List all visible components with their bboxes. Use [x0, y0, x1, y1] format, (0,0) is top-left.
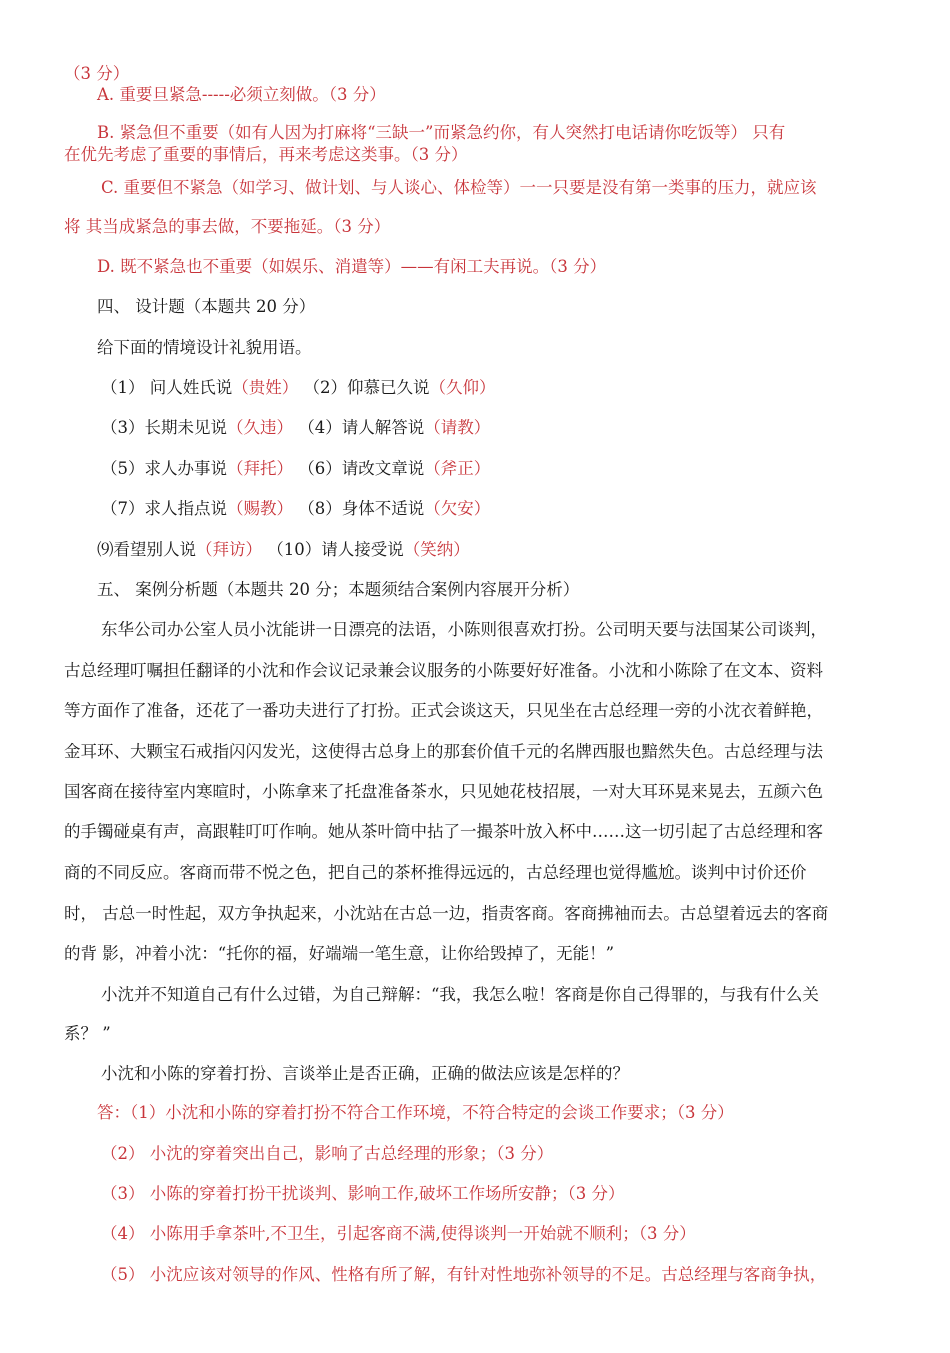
design-prompt: 给下面的情境设计礼貌用语。	[97, 338, 312, 357]
phrase-row	[101, 377, 950, 399]
case-paragraph-line: 东华公司办公室人员小沈能讲一日漂亮的法语，小陈则很喜欢打扮。公司明天要与法国某公司谈判，	[101, 620, 827, 639]
phrase-question: （10）请人接受说	[267, 540, 404, 559]
phrase-answer: （笑纳）	[403, 540, 470, 559]
phrase-answer: （久违）	[227, 418, 293, 437]
phrase-question: （2）仰慕已久说	[303, 378, 430, 397]
phrase-answer: （贵姓）	[232, 378, 299, 397]
answer-line: （5） 小沈应该对领导的作风、性格有所了解，有针对性地弥补领导的不足。古总经理与客商争执，	[101, 1265, 827, 1284]
phrase-question: （7）求人指点说	[101, 499, 227, 518]
phrase-answer: （久仰）	[429, 378, 496, 397]
option-b-line1: B. 紧急但不重要（如有人因为打麻将“三缺一”而紧急约你，有人突然打电话请你吃饭等） 只有	[97, 123, 786, 142]
answer-line: （3） 小陈的穿着打扮干扰谈判、影响工作,破坏工作场所安静；（3 分）	[101, 1184, 625, 1203]
phrase-row	[101, 458, 950, 480]
phrase-answer: （赐教）	[227, 499, 293, 518]
phrase-answer: （拜托）	[227, 459, 293, 478]
option-d: D. 既不紧急也不重要（如娱乐、消遣等）——有闲工夫再说。（3 分）	[97, 257, 607, 276]
option-c-line2: 将 其当成紧急的事去做，不要拖延。（3 分）	[64, 217, 391, 236]
case-paragraph-line: 商的不同反应。客商而带不悦之色，把自己的茶杯推得远远的，古总经理也觉得尴尬。谈判中讨价还价	[64, 863, 807, 882]
section-heading-design: 四、 设计题（本题共 20 分）	[97, 297, 316, 316]
phrase-answer: （斧正）	[424, 459, 491, 478]
answer-line: （2） 小沈的穿着突出自己，影响了古总经理的形象；（3 分）	[101, 1144, 554, 1163]
phrase-row	[101, 417, 950, 439]
phrase-answer: （拜访）	[196, 540, 262, 559]
phrase-question: （5）求人办事说	[101, 459, 227, 478]
phrase-question: ⑼看望别人说	[97, 540, 196, 559]
section-heading-case: 五、 案例分析题（本题共 20 分；本题须结合案例内容展开分析）	[97, 580, 580, 599]
case-paragraph-line: 国客商在接待室内寒暄时，小陈拿来了托盘准备茶水，只见她花枝招展，一对大耳环晃来晃去，五颜六色	[64, 782, 823, 801]
case-paragraph-line: 的背 影，冲着小沈：“托你的福，好端端一笔生意，让你给毁掉了，无能！”	[64, 944, 615, 963]
option-b-line2: 在优先考虑了重要的事情后，再来考虑这类事。（3 分）	[64, 145, 468, 164]
case-paragraph-line: 金耳环、大颗宝石戒指闪闪发光，这使得古总身上的那套价值千元的名牌西服也黯然失色。古总经理与法	[64, 742, 823, 761]
option-c-line1: C. 重要但不紧急（如学习、做计划、与人谈心、体检等）一一只要是没有第一类事的压力，就应该	[101, 178, 817, 197]
score-note: （3 分）	[64, 64, 130, 83]
phrase-question: （6）请改文章说	[298, 459, 425, 478]
reply-line: 系？ ”	[64, 1024, 111, 1043]
case-paragraph-line: 古总经理叮嘱担任翻译的小沈和作会议记录兼会议服务的小陈要好好准备。小沈和小陈除了在文本、资料	[64, 661, 823, 680]
phrase-question: （1） 问人姓氏说	[101, 378, 233, 397]
reply-line: 小沈并不知道自己有什么过错，为自己辩解：“我，我怎么啦！客商是你自己得罪的，与我有什么关	[101, 985, 819, 1004]
answer-line: 答：（1）小沈和小陈的穿着打扮不符合工作环境，不符合特定的会谈工作要求；（3 分）	[97, 1103, 734, 1122]
case-paragraph-line: 时， 古总一时性起，双方争执起来，小沈站在古总一边，指责客商。客商拂袖而去。古总望着远去的客商	[64, 904, 829, 923]
case-paragraph-line: 的手镯碰桌有声，高跟鞋叮叮作响。她从茶叶筒中拈了一撮茶叶放入杯中……这一切引起了古总经理和客	[64, 822, 823, 841]
answer-line: （4） 小陈用手拿茶叶,不卫生，引起客商不满,使得谈判一开始就不顺利；（3 分）	[101, 1224, 696, 1243]
phrase-answer: （欠安）	[424, 499, 491, 518]
case-paragraph-line: 等方面作了准备，还花了一番功夫进行了打扮。正式会谈这天，只见坐在古总经理一旁的小沈衣着鲜艳，	[64, 701, 823, 720]
phrase-question: （8）身体不适说	[298, 499, 425, 518]
phrase-row	[101, 498, 950, 520]
phrase-row	[97, 539, 950, 561]
phrase-answer: （请教）	[424, 418, 491, 437]
case-question: 小沈和小陈的穿着打扮、言谈举止是否正确，正确的做法应该是怎样的？	[101, 1064, 629, 1083]
phrase-question: （4）请人解答说	[298, 418, 425, 437]
phrase-question: （3）长期未见说	[101, 418, 227, 437]
option-a: A. 重要旦紧急-----必须立刻做。（3 分）	[97, 85, 386, 104]
